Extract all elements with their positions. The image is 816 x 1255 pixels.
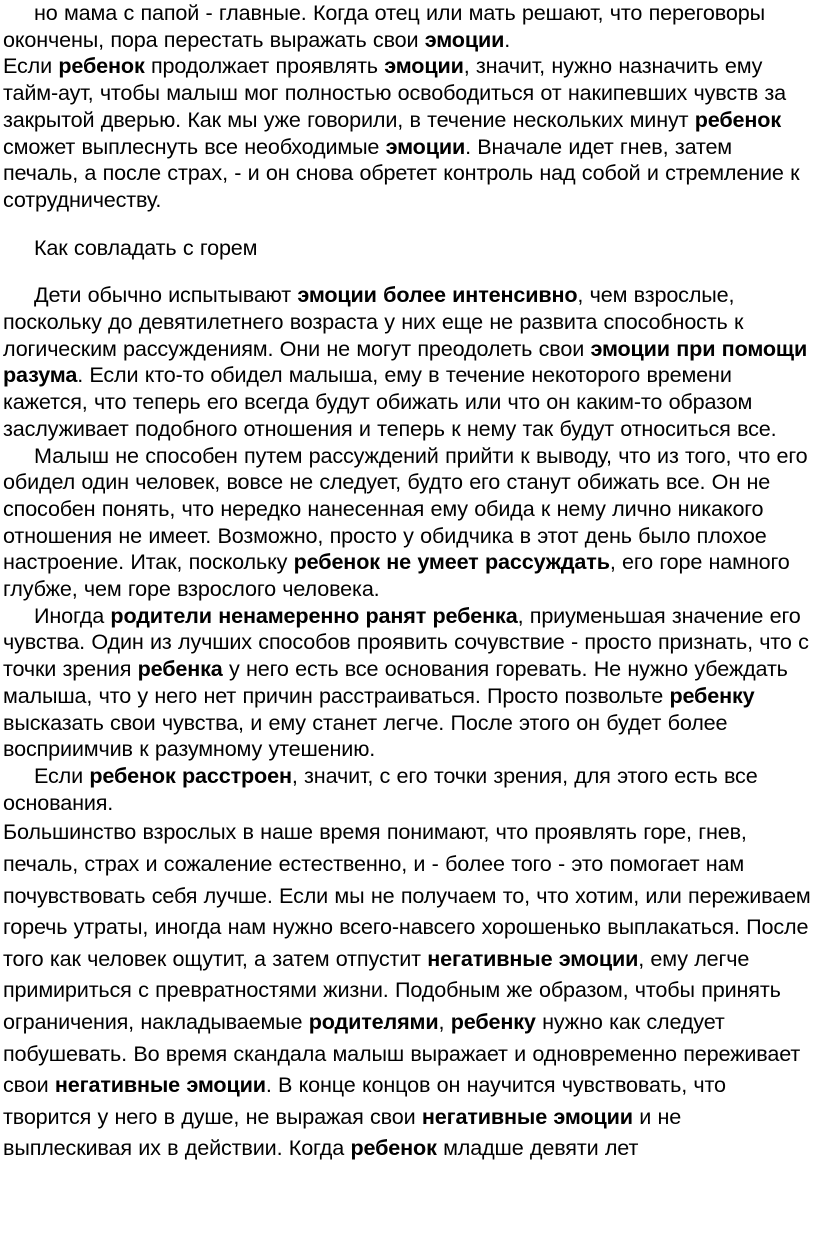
paragraph <box>0 603 816 763</box>
bold-text-run: ребенку <box>669 682 755 708</box>
paragraph <box>0 443 816 603</box>
text-run: , чем взрослые, поскольку до девятилетнего возраста у них еще не развита способность к логическим рассуждениям. Они не могут преодолеть свои <box>3 282 744 361</box>
text-run: , ему легче примириться с превратностями жизни. Подобным же образом, чтобы принять ограничения, накладываемые <box>3 945 781 1034</box>
paragraph <box>0 816 816 1164</box>
bold-text-run: ребенок не умеет рассуждать <box>293 549 610 575</box>
paragraph <box>0 282 816 442</box>
bold-text-run: ребенка <box>137 656 223 682</box>
text-run: Малыш не способен путем рассуждений прийти к выводу, что из того, что его обидел один человек, вовсе не следует, будто его станут обижать все. Он не способен понять, что нередко нанесенная ему обида к нему лично никакого отношения не имеет. Возможно, просто у обидчика в этот день было плохое настроение. Итак, поскольку <box>3 442 808 575</box>
bold-text-run: эмоции <box>424 26 505 52</box>
bold-text-run: негативные эмоции <box>421 1103 633 1129</box>
text-run: и не выплескивая их в действии. Когда <box>3 1103 682 1161</box>
bold-text-run: эмоции <box>384 53 464 79</box>
bold-text-run: родителями <box>308 1008 439 1034</box>
text-run: , значит, с его точки зрения, для этого есть все основания. <box>3 762 758 815</box>
text-run: Как совладать с горем <box>34 234 258 260</box>
bold-text-run: родители ненамеренно ранят ребенка <box>110 602 518 628</box>
section-heading <box>0 235 816 262</box>
paragraph-spacer <box>0 214 816 235</box>
text-run: младше девяти лет <box>436 1135 639 1161</box>
text-run: , значит, нужно назначить ему тайм-аут, чтобы малыш мог полностью освободиться от накипевших чувств за закрытой дверью. Как мы уже говорили, в течение нескольких минут <box>3 53 787 132</box>
bold-text-run: эмоции <box>385 133 466 159</box>
text-run: . Вначале идет гнев, затем печаль, а после страх, - и он снова обретет контроль над собой и стремление к сотрудничеству. <box>3 133 800 212</box>
text-run: , <box>438 1008 451 1034</box>
text-run: . В конце концов он научится чувствовать, что творится у него в душе, не выражая свои <box>3 1072 726 1129</box>
bold-text-run: негативные эмоции <box>427 945 639 971</box>
text-run: продолжает проявлять <box>144 53 385 79</box>
text-run: сможет выплеснуть все необходимые <box>3 133 386 159</box>
text-run: , его горе намного глубже, чем горе взрослого человека. <box>3 549 790 602</box>
text-run: , приуменьшая значение его чувства. Один из лучших способов проявить сочувствие - просто признать, что с точки зрения <box>3 602 809 682</box>
paragraph <box>0 53 816 213</box>
text-run: нужно как следует побушевать. Во время скандала малыш выражает и одновременно переживает свои <box>3 1008 801 1098</box>
text-run: Дети обычно испытывают <box>34 282 298 308</box>
text-run: . Если кто-то обидел малыша, ему в течение некоторого времени кажется, что теперь его всегда будут обижать или что он каким-то образом заслуживает подобного отношения и теперь к нему так будут относиться все. <box>3 362 777 441</box>
bold-text-run: ребенку <box>450 1008 536 1034</box>
bold-text-run: ребенок <box>694 106 781 132</box>
text-run: высказать свои чувства, и ему станет легче. После этого он будет более восприимчив к разумному утешению. <box>3 709 728 762</box>
text-run: Если <box>3 53 59 79</box>
bold-text-run: ребенок <box>350 1135 437 1161</box>
paragraph <box>0 763 816 816</box>
paragraph-spacer <box>0 261 816 282</box>
text-run: Иногда <box>34 602 111 628</box>
text-run: Если <box>34 762 90 788</box>
text-run: но мама с папой - главные. Когда отец или мать решают, что переговоры окончены, пора перестать выражать свои <box>3 0 765 52</box>
bold-text-run: эмоции более интенсивно <box>297 282 578 308</box>
bold-text-run: эмоции при помощи разума <box>3 335 808 388</box>
bold-text-run: негативные эмоции <box>54 1072 266 1098</box>
text-run: Большинство взрослых в наше время понимают, что проявлять горе, гнев, печаль, страх и сожаление естественно, и - более того - это помогает нам почувствовать себя лучше. Если мы не получаем то, что хотим, или переживаем горечь утраты, иногда нам нужно всего-навсего хорошенько выплакаться. После того как человек ощутит, а затем отпустит <box>3 819 811 971</box>
bold-text-run: ребенок расстроен <box>89 762 292 788</box>
text-run: у него есть все основания горевать. Не нужно убеждать малыша, что у него нет причин расстраиваться. Просто позвольте <box>3 656 788 708</box>
paragraph <box>0 0 816 53</box>
text-run: . <box>504 26 511 52</box>
bold-text-run: ребенок <box>58 53 145 79</box>
